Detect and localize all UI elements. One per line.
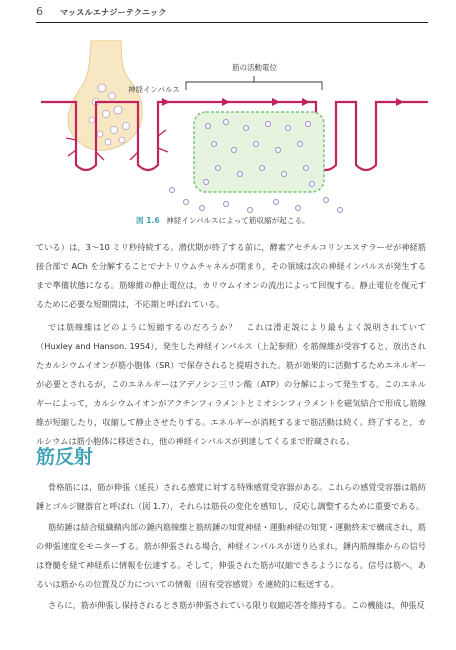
running-title: マッスルエナジーテクニック	[60, 8, 167, 17]
paragraph-muscle-spindle: 筋紡錘は結合組織鞘内部の錘内筋線維と筋紡錘の知覚神経・運動神経の知覚・運動終末で構成され，筋の伸張速度をモニターする。筋が伸張される場合，神経インパルスが送り込まれ，錘内筋線維からの信号は脊髄を経て神経系に情報を伝達する。そして，伸張された筋が収縮できるようになる。信号は筋へ，あるいは筋からの位置及び力についての情報（固有受容感覚）を連続的に転送する。	[36, 522, 426, 589]
neuromuscular-diagram	[36, 40, 428, 240]
paragraph-receptors: 骨格筋には，筋が伸張（延長）される感覚に対する特殊感覚受容器がある。これらの感覚受容器は筋紡錘とゴルジ腱器官と呼ばれ（図 1.7），それらは筋長の変化を感知し，反応し調整するために重要である。	[36, 482, 426, 511]
figure-caption	[136, 215, 310, 226]
sarcoplasmic-reticulum	[194, 112, 324, 192]
label-action-potential: 筋の活動電位	[232, 63, 277, 72]
page-number: 6	[36, 5, 43, 18]
label-nerve-impulse: 神経インパルス	[128, 85, 180, 94]
header-rule	[36, 22, 428, 23]
paragraph-sliding-filament: では筋線維はどのように短縮するのだろうか？ これは滑走説により最もよく説明されていて（Huxley and Hanson. 1954），発生した神経インパルス（上記参照）を筋線維が受容すると，放出されたカルシウムイオンが筋小胞体（SR）で保存されると提唱された。筋が効果的に活動するためエネルギーが必要とされるが，このエネルギーはアデノシン三リン酸（ATP）の分解によって発生する。このエネルギーによって，カルシウムイオンがアクチンフィラメントとミオシンフィラメントを磁気結合で形成し筋線維が短縮したり，収縮して静止させたりする。エネルギーが消耗するまで筋活動は続く。終了すると，カルシウムは筋小胞体に移送され，他の神経インパルスが到達してくるまで貯蔵される。	[36, 322, 426, 446]
figure-caption-text: 神経インパルスによって筋収縮が起こる。	[166, 216, 310, 225]
potential-bracket	[186, 82, 322, 90]
page-header	[0, 0, 456, 24]
figure-neuromuscular	[36, 40, 428, 240]
nerve-terminal	[68, 40, 142, 150]
paragraph-stretch-reflex: さらに，筋が伸張し保持されるとき筋が伸張されている限り収縮応答を維持する。この機能は，伸張反	[48, 600, 425, 610]
figure-number: 図 1.6	[136, 216, 160, 225]
paragraph-continued: ている）は，3～10 ミリ秒持続する。潜伏期が終了する前に，酵素アセチルコリンエステラーゼが神経筋接合部で ACh を分解することでナトリウムチャネルが閉まり，その領域は次の神経インパルスが発生するまで準備状態になる。筋線維の静止電位は，カリウムイオンの流出によって回復する。静止電位を復元するために必要な短期間は，不応期と呼ばれている。	[36, 242, 426, 309]
section-heading: 筋反射	[36, 446, 94, 468]
